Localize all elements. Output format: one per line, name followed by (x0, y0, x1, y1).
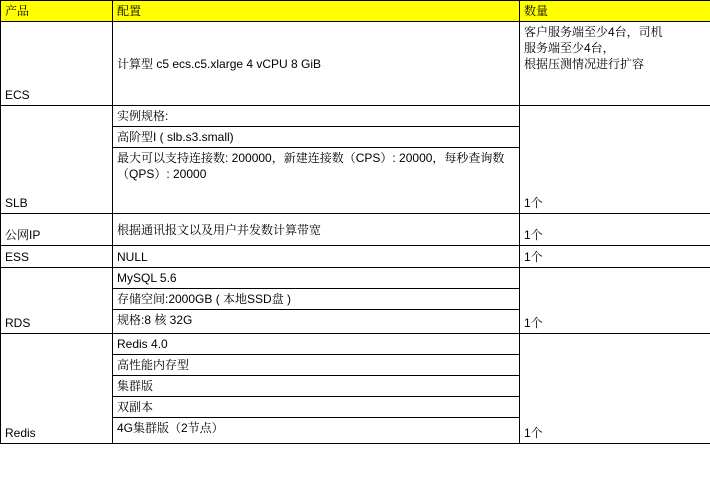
table-row (1, 106, 710, 214)
cell-product: RDS (1, 268, 113, 334)
cell-quantity: 1个 (520, 268, 710, 334)
cell-config (113, 268, 520, 334)
config-line: Redis 4.0 (117, 337, 168, 351)
cell-config (113, 106, 520, 214)
config-line: 4G集群版（2节点） (113, 417, 519, 438)
config-line: 最大可以支持连接数: 200000，新建连接数（CPS）: 20000，每秒查询数（QPS）: 20000 (113, 147, 519, 184)
config-line: 高阶型I ( slb.s3.small) (113, 126, 519, 147)
table-row (1, 268, 710, 334)
cell-product: Redis (1, 334, 113, 444)
cell-quantity: 1个 (520, 246, 710, 268)
cell-config: NULL (113, 246, 520, 268)
config-line: 高性能内存型 (113, 354, 519, 375)
quantity-line: 客户服务端至少4台，司机 (524, 25, 663, 39)
cell-quantity: 1个 (520, 214, 710, 246)
cell-quantity: 1个 (520, 106, 710, 214)
table-row (1, 246, 710, 268)
column-header-quantity: 数量 (520, 1, 710, 22)
quantity-line: 根据压测情况进行扩容 (524, 57, 645, 71)
cell-config (113, 22, 520, 106)
quantity-line: 服务端至少4台， (524, 41, 615, 55)
cell-config (113, 334, 520, 444)
table-header-row (1, 1, 710, 22)
config-line: MySQL 5.6 (117, 271, 177, 285)
cell-product: ESS (1, 246, 113, 268)
config-line: 集群版 (113, 375, 519, 396)
table-body (1, 22, 710, 444)
cell-product: ECS (1, 22, 113, 106)
config-line: 规格:8 核 32G (113, 309, 519, 330)
cell-product: 公网IP (1, 214, 113, 246)
column-header-config: 配置 (113, 1, 520, 22)
config-line: 存储空间:2000GB ( 本地SSD盘 ) (113, 288, 519, 309)
cell-quantity: 1个 (520, 334, 710, 444)
config-line: 实例规格: (117, 109, 169, 123)
table-header (1, 1, 710, 22)
table-row (1, 214, 710, 246)
cell-quantity (520, 22, 710, 106)
column-header-product: 产品 (1, 1, 113, 22)
cell-config: 根据通讯报文以及用户并发数计算带宽 (113, 214, 520, 246)
config-line: 计算型 c5 ecs.c5.xlarge 4 vCPU 8 GiB (117, 56, 322, 71)
cell-product: SLB (1, 106, 113, 214)
table-row (1, 22, 710, 106)
config-line: 双副本 (113, 396, 519, 417)
table-row (1, 334, 710, 444)
